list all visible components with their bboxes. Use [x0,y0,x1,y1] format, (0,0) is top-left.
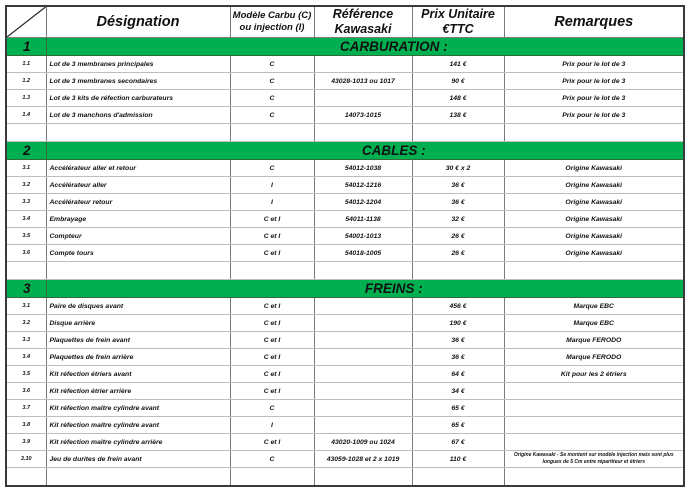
diagonal-line-icon [7,7,46,37]
section-title: CARBURATION : [46,38,684,56]
row-prix: 36 € [412,194,504,211]
blank-cell [504,262,684,280]
blank-cell [6,124,46,142]
row-modele: C et I [230,315,314,332]
row-remarque [504,434,684,451]
row-prix: 90 € [412,73,504,90]
row-number: 3.3 [6,194,46,211]
row-designation: Paire de disques avant [46,298,230,315]
header-remarques: Remarques [504,6,684,38]
row-number: 1.3 [6,90,46,107]
blank-cell [412,468,504,487]
blank-cell [46,468,230,487]
row-modele: C et I [230,366,314,383]
row-number: 1.2 [6,73,46,90]
header-modele-line2: ou injection (I) [239,22,305,33]
row-prix: 64 € [412,366,504,383]
row-reference: 43020-1009 ou 1024 [314,434,412,451]
row-prix: 26 € [412,245,504,262]
row-modele: C et I [230,245,314,262]
table-row [6,315,684,332]
row-remarque: Marque FERODO [504,332,684,349]
blank-cell [6,468,46,487]
blank-cell [6,262,46,280]
row-reference [314,383,412,400]
row-prix: 138 € [412,107,504,124]
row-modele: C et I [230,434,314,451]
row-prix: 26 € [412,228,504,245]
blank-cell [230,468,314,487]
row-reference: 54018-1005 [314,245,412,262]
section-header [6,38,684,56]
header-row [6,6,684,38]
row-remarque: Origine Kawasaki [504,194,684,211]
blank-row [6,262,684,280]
row-designation: Plaquettes de frein avant [46,332,230,349]
section-title: CABLES : [46,142,684,160]
row-modele: C et I [230,383,314,400]
blank-cell [46,262,230,280]
parts-price-table [5,5,685,487]
section-header [6,280,684,298]
row-reference [314,400,412,417]
row-prix: 36 € [412,349,504,366]
table-row [6,228,684,245]
blank-cell [314,262,412,280]
blank-cell [314,468,412,487]
row-reference [314,315,412,332]
row-number: 3.2 [6,315,46,332]
header-reference [314,6,412,38]
table-row [6,107,684,124]
row-remarque: Prix pour le lot de 3 [504,73,684,90]
row-modele: C [230,107,314,124]
row-reference [314,90,412,107]
row-modele: C et I [230,211,314,228]
blank-cell [412,262,504,280]
row-number: 3.6 [6,383,46,400]
row-designation: Jeu de durites de frein avant [46,451,230,468]
row-modele: I [230,177,314,194]
row-modele: C [230,56,314,73]
corner-cell [6,6,46,38]
row-reference: 54012-1216 [314,177,412,194]
row-designation: Kit réfection maître cylindre avant [46,400,230,417]
row-designation: Lot de 3 membranes secondaires [46,73,230,90]
row-modele: C et I [230,228,314,245]
table-row [6,73,684,90]
row-remarque: Origine Kawasaki [504,160,684,177]
row-remarque: Kit pour les 2 étriers [504,366,684,383]
row-prix: 190 € [412,315,504,332]
row-modele: C et I [230,349,314,366]
row-designation: Accélérateur aller [46,177,230,194]
table-row [6,434,684,451]
header-prix [412,6,504,38]
row-remarque: Origine Kawasaki [504,228,684,245]
row-prix: 67 € [412,434,504,451]
blank-cell [46,124,230,142]
header-reference-line1: Référence [332,7,394,21]
row-remarque: Origine Kawasaki [504,245,684,262]
table-row [6,417,684,434]
row-modele: I [230,417,314,434]
row-number: 3.9 [6,434,46,451]
table-row [6,194,684,211]
row-remarque: Prix pour le lot de 3 [504,90,684,107]
blank-row [6,468,684,487]
row-reference [314,56,412,73]
row-remarque: Marque EBC [504,298,684,315]
table-row [6,366,684,383]
row-modele: C [230,73,314,90]
table-row [6,298,684,315]
row-prix: 65 € [412,400,504,417]
row-number: 3.1 [6,160,46,177]
row-reference: 54001-1013 [314,228,412,245]
row-remarque: Prix pour le lot de 3 [504,107,684,124]
row-reference: 14073-1015 [314,107,412,124]
row-remarque: Origine Kawasaki [504,211,684,228]
row-number: 3.5 [6,228,46,245]
row-number: 1.4 [6,107,46,124]
row-reference: 54011-1138 [314,211,412,228]
row-modele: I [230,194,314,211]
row-reference [314,349,412,366]
table-row [6,383,684,400]
table-row [6,90,684,107]
row-remarque: Origine Kawasaki - Se montent sur modèle injection mais sont plus longues de 5 Cm entre répartiteur et étriers [504,451,684,468]
table-row [6,451,684,468]
row-designation: Compteur [46,228,230,245]
table-row [6,332,684,349]
row-remarque [504,417,684,434]
row-number: 3.1 [6,298,46,315]
blank-cell [504,468,684,487]
row-number: 3.8 [6,417,46,434]
row-number: 3.4 [6,349,46,366]
table-row [6,400,684,417]
row-reference [314,298,412,315]
row-designation: Kit réfection étriers avant [46,366,230,383]
row-number: 3.6 [6,245,46,262]
header-modele-line1: Modèle Carbu (C) [232,10,312,21]
row-modele: C et I [230,332,314,349]
row-prix: 32 € [412,211,504,228]
row-remarque: Marque EBC [504,315,684,332]
table-row [6,177,684,194]
row-designation: Lot de 3 manchons d'admission [46,107,230,124]
row-remarque: Marque FERODO [504,349,684,366]
header-prix-line1: Prix Unitaire [421,7,495,21]
section-number: 1 [6,38,46,56]
section-header [6,142,684,160]
row-remarque [504,383,684,400]
row-number: 3.4 [6,211,46,228]
blank-cell [230,262,314,280]
row-designation: Accélérateur retour [46,194,230,211]
row-reference: 54012-1204 [314,194,412,211]
row-modele: C [230,160,314,177]
table-row [6,160,684,177]
row-designation: Disque arrière [46,315,230,332]
row-number: 3.7 [6,400,46,417]
header-reference-line2: Kawasaki [334,22,392,36]
row-designation: Kit réfection étrier arrière [46,383,230,400]
row-reference: 43059-1028 et 2 x 1019 [314,451,412,468]
blank-cell [504,124,684,142]
table-row [6,56,684,73]
row-designation: Lot de 3 membranes principales [46,56,230,73]
row-designation: Kit réfection maître cylindre avant [46,417,230,434]
row-remarque [504,400,684,417]
row-designation: Kit réfection maître cylindre arrière [46,434,230,451]
blank-cell [412,124,504,142]
row-designation: Accélérateur aller et retour [46,160,230,177]
row-number: 3.3 [6,332,46,349]
row-modele: C [230,451,314,468]
section-title: FREINS : [46,280,684,298]
header-prix-line2: €TTC [442,22,474,36]
row-number: 3.10 [6,451,46,468]
row-designation: Plaquettes de frein arrière [46,349,230,366]
row-modele: C [230,400,314,417]
row-modele: C [230,90,314,107]
row-prix: 36 € [412,332,504,349]
row-reference [314,417,412,434]
row-modele: C et I [230,298,314,315]
row-prix: 456 € [412,298,504,315]
table-row [6,211,684,228]
row-reference: 43028-1013 ou 1017 [314,73,412,90]
row-prix: 141 € [412,56,504,73]
row-reference [314,332,412,349]
row-number: 1.1 [6,56,46,73]
blank-cell [230,124,314,142]
row-designation: Compte tours [46,245,230,262]
row-reference [314,366,412,383]
blank-cell [314,124,412,142]
row-prix: 34 € [412,383,504,400]
row-designation: Embrayage [46,211,230,228]
table-row [6,349,684,366]
row-designation: Lot de 3 kits de réfection carburateurs [46,90,230,107]
row-remarque: Origine Kawasaki [504,177,684,194]
section-number: 3 [6,280,46,298]
row-reference: 54012-1038 [314,160,412,177]
row-remarque: Prix pour le lot de 3 [504,56,684,73]
blank-row [6,124,684,142]
row-number: 3.5 [6,366,46,383]
section-number: 2 [6,142,46,160]
header-modele [230,6,314,38]
row-prix: 65 € [412,417,504,434]
table-row [6,245,684,262]
row-prix: 148 € [412,90,504,107]
header-designation: Désignation [46,6,230,38]
row-number: 3.2 [6,177,46,194]
row-prix: 110 € [412,451,504,468]
row-prix: 36 € [412,177,504,194]
row-prix: 30 € x 2 [412,160,504,177]
